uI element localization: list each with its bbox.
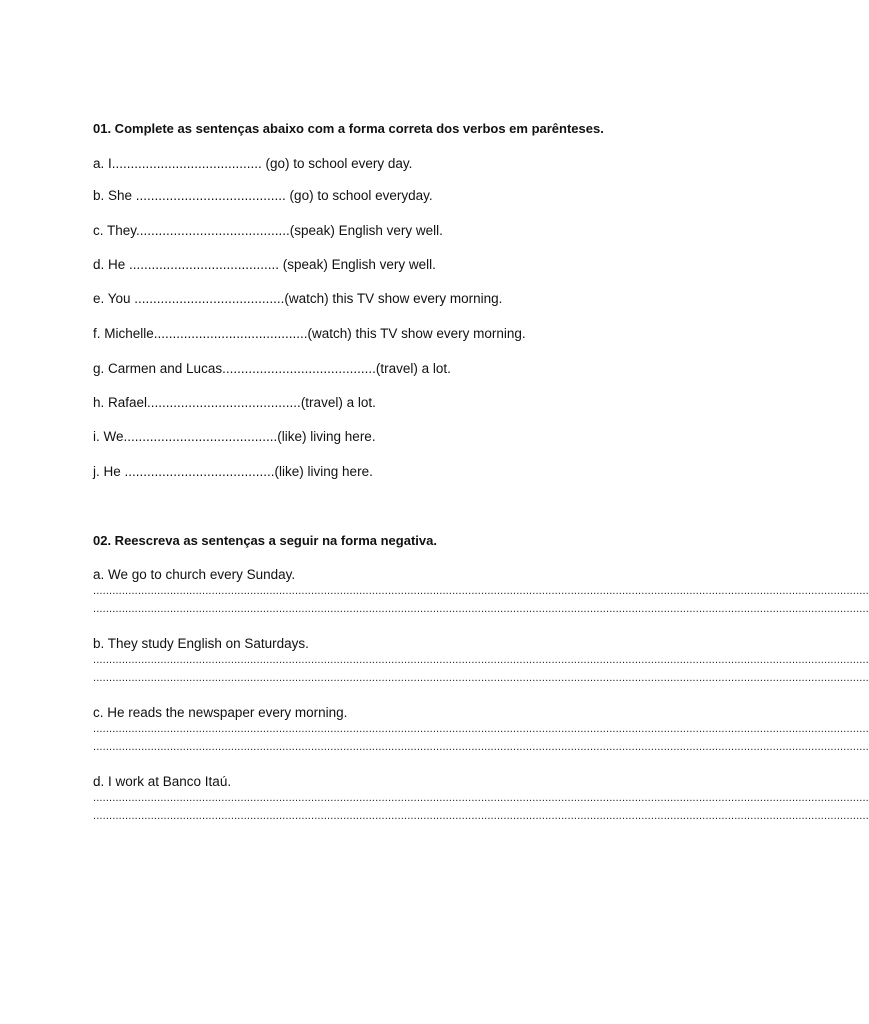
answer-line: ..................................................................................................................................................................................................................................................	[93, 741, 869, 753]
exercise-1i: i. We.........................................(like) living here.	[93, 429, 376, 444]
exercise-1b: b. She ........................................ (go) to school everyday.	[93, 188, 433, 203]
exercise-1j: j. He ........................................(like) living here.	[93, 464, 373, 479]
answer-line: ..................................................................................................................................................................................................................................................	[93, 792, 869, 804]
exercise-1e: e. You ........................................(watch) this TV show every morning.	[93, 291, 503, 306]
exercise-1c: c. They.........................................(speak) English very well.	[93, 223, 443, 238]
answer-line: ..................................................................................................................................................................................................................................................	[93, 810, 869, 822]
exercise-1f: f. Michelle.........................................(watch) this TV show every morning.	[93, 326, 526, 341]
answer-line: ..................................................................................................................................................................................................................................................	[93, 654, 869, 666]
exercise-1a: a. I........................................ (go) to school every day.	[93, 156, 413, 171]
exercise-1g: g. Carmen and Lucas.........................................(travel) a lot.	[93, 361, 451, 376]
section-1-heading: 01. Complete as sentenças abaixo com a forma correta dos verbos em parênteses.	[93, 121, 604, 136]
exercise-2c: c. He reads the newspaper every morning.	[93, 705, 348, 720]
section-2-heading: 02. Reescreva as sentenças a seguir na forma negativa.	[93, 533, 437, 548]
answer-line: ..................................................................................................................................................................................................................................................	[93, 723, 869, 735]
exercise-2d: d. I work at Banco Itaú.	[93, 774, 232, 789]
answer-line: ..................................................................................................................................................................................................................................................	[93, 585, 869, 597]
answer-line: ..................................................................................................................................................................................................................................................	[93, 672, 869, 684]
answer-line: ..................................................................................................................................................................................................................................................	[93, 603, 869, 615]
exercise-1d: d. He ........................................ (speak) English very well.	[93, 257, 436, 272]
exercise-2a: a. We go to church every Sunday.	[93, 567, 296, 582]
exercise-1h: h. Rafael.........................................(travel) a lot.	[93, 395, 376, 410]
exercise-2b: b. They study English on Saturdays.	[93, 636, 309, 651]
